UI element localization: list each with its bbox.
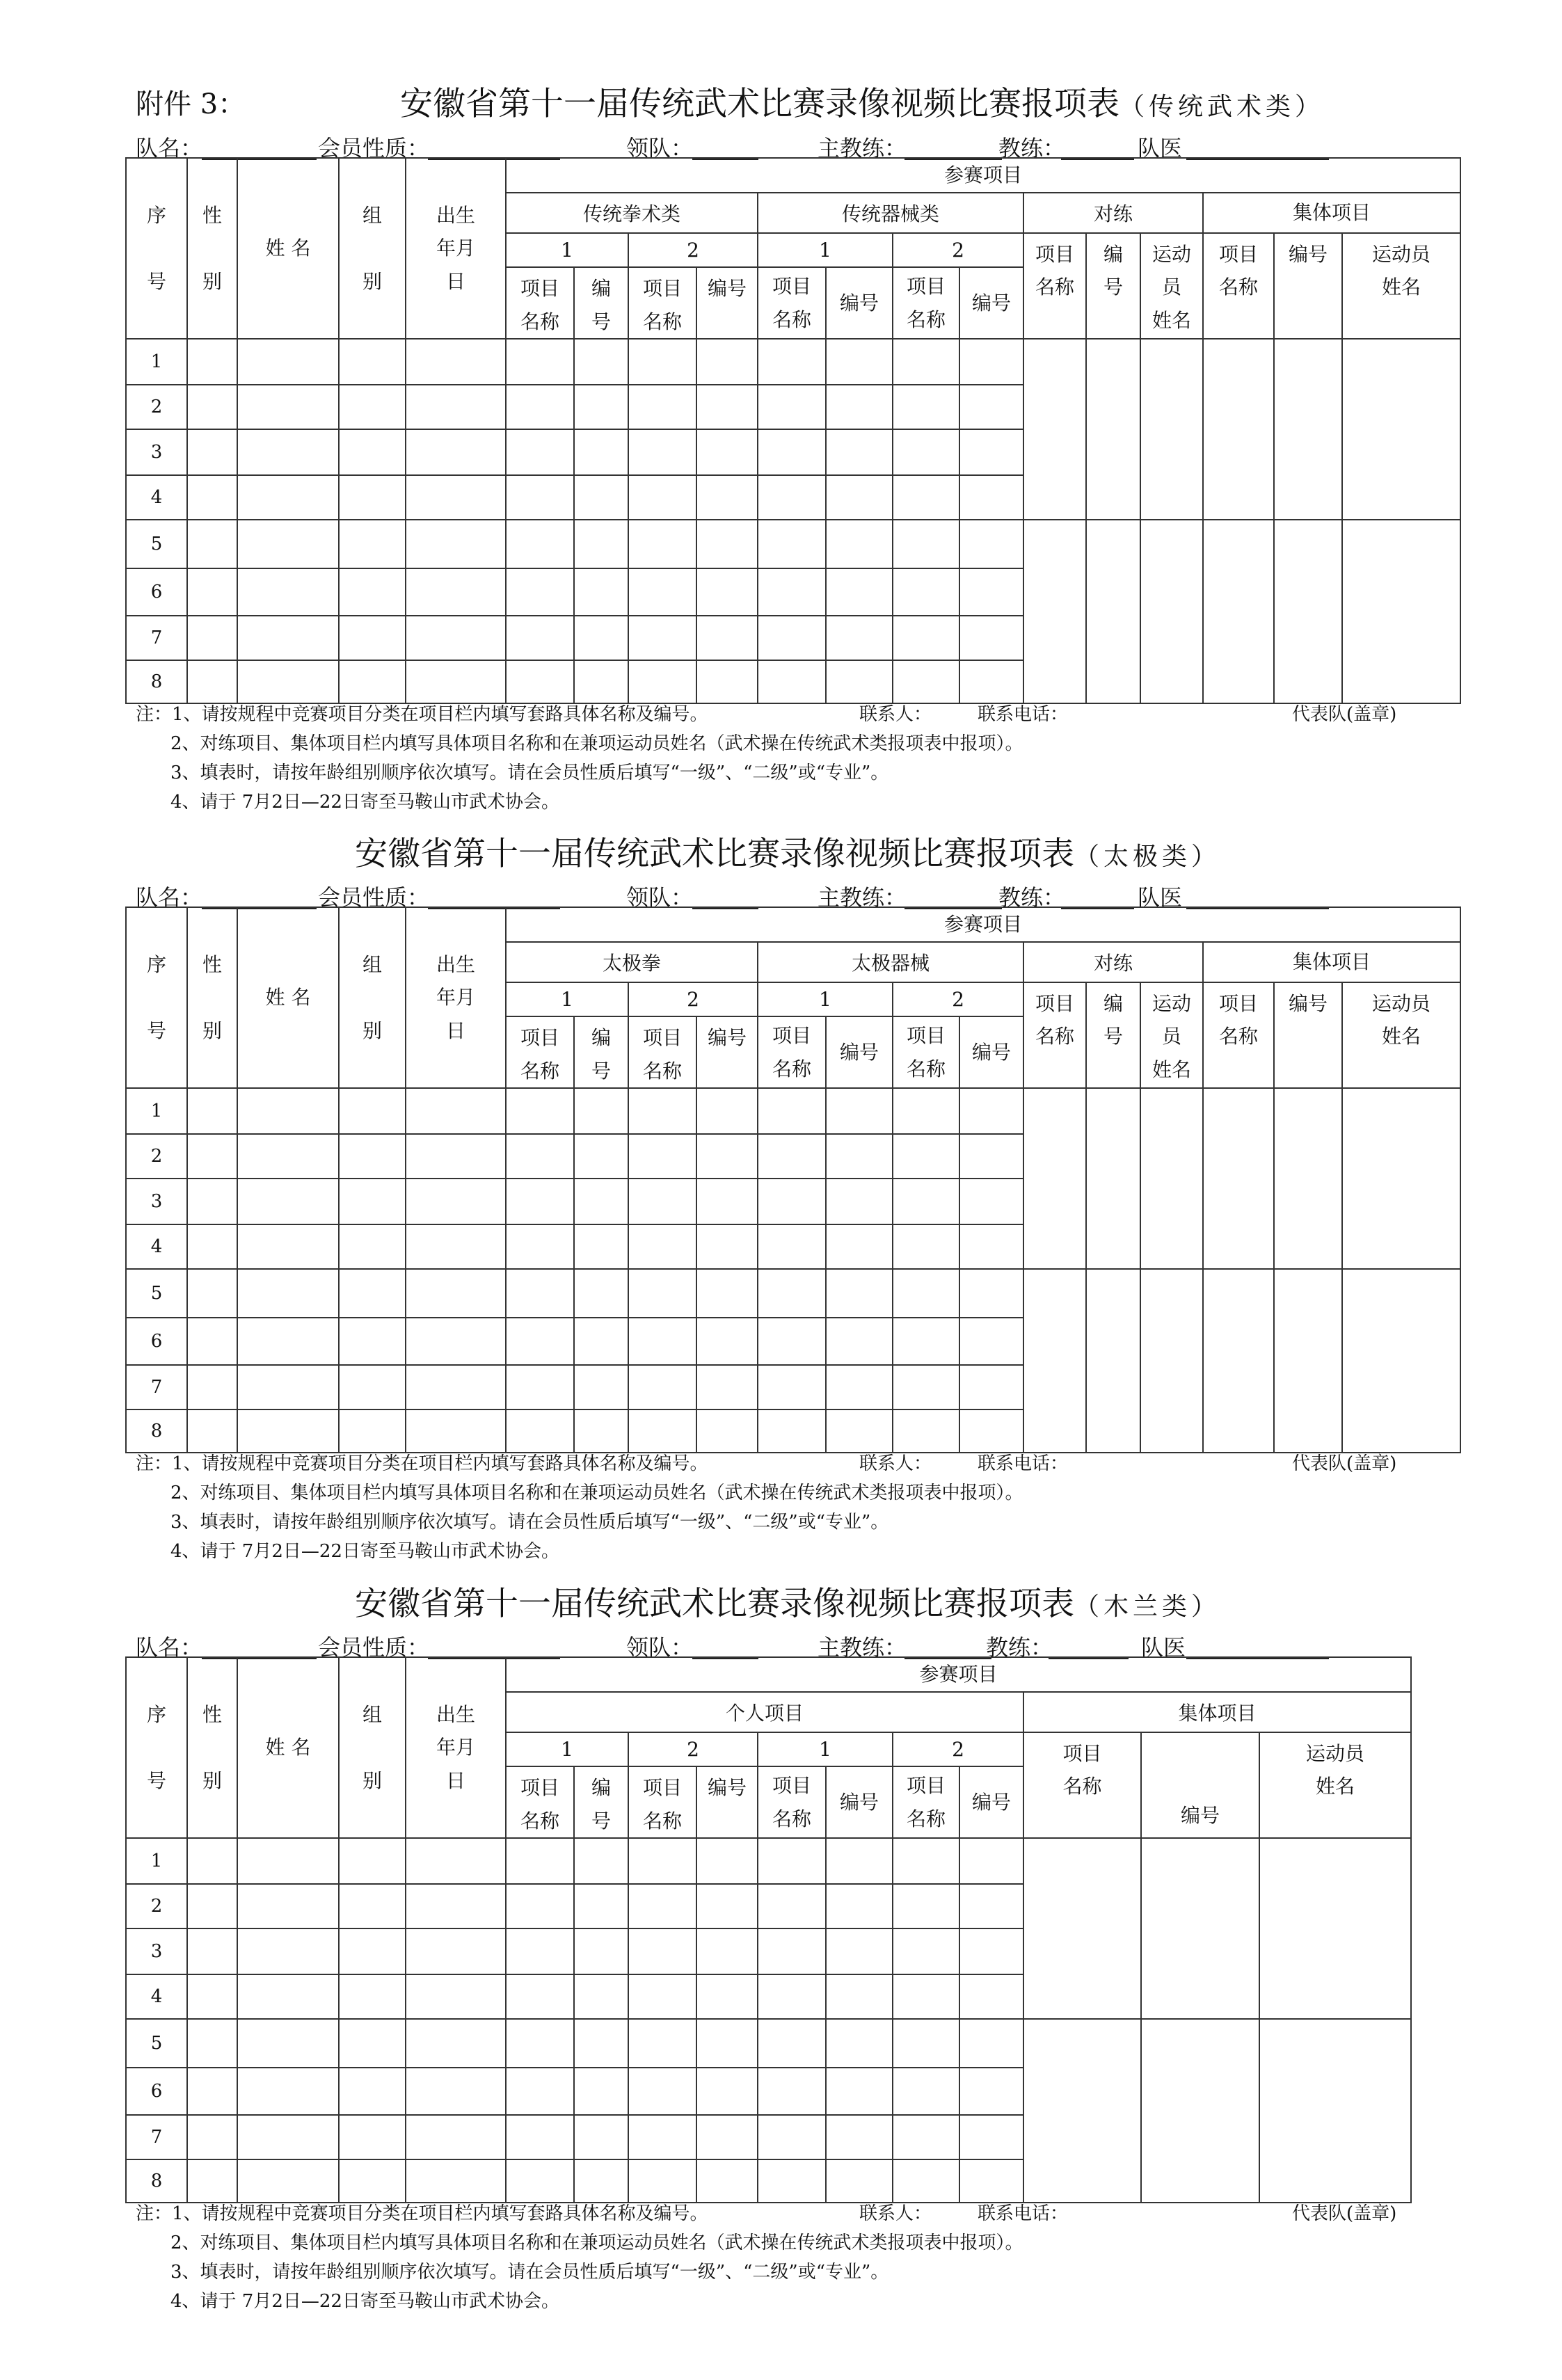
coach-label: 教练： [986,1634,1053,1661]
table-row: 5 [126,1269,1460,1318]
col-birth: 出生 年月 日 [406,1657,506,1838]
leader-label: 领队： [626,1634,694,1661]
table-row: 5 [126,2019,1411,2068]
title-text: 安徽省第十一届传统武术比赛录像视频比赛报项表 [355,1585,1074,1623]
notes-traditional [136,700,1397,817]
head-coach-label: 主教练： [818,884,907,911]
section-title-mulan [355,1578,1220,1624]
col-name: 姓 名 [237,907,339,1088]
item-name: 项目 名称 [628,267,696,339]
col-birth: 出生 年月 日 [406,158,506,339]
table-row: 2 [126,1884,1411,1928]
item-name: 项目 名称 [758,1766,826,1838]
duel-code: 编 号 [1086,982,1140,1089]
sub-1: 1 [758,1732,893,1767]
table-row: 6 [126,568,1460,616]
sub-1: 1 [758,982,893,1017]
sub-1: 1 [506,1732,628,1767]
table-row: 6 [126,1318,1460,1365]
head-coach-label: 主教练： [818,1634,907,1661]
table-row: 6 [126,2068,1411,2115]
item-name: 项目 名称 [893,1766,959,1838]
table-row: 3 [126,1928,1411,1974]
team-label: 队名： [136,884,203,911]
col-name: 姓 名 [237,158,339,339]
individual-header: 个人项目 [506,1692,1023,1732]
table-row: 2 [126,385,1460,429]
registration-table-mulan [125,1656,1412,2203]
note-2: 2、对练项目、集体项目栏内填写具体项目名称和在兼项运动员姓名（武术操在传统武术类报项表中报项）。 [170,2233,1023,2253]
item-name: 项目 名称 [506,1016,574,1088]
contact-label: 联系人： [859,1453,932,1474]
collective-item-name: 项目 名称 [1203,982,1274,1089]
note-4: 4、请于 7月2日—22日寄至马鞍山市武术协会。 [170,792,559,813]
duel-header: 对练 [1023,193,1203,233]
note-1: 注：1、请按规程中竞赛项目分类在项目栏内填写套路具体名称及编号。 [136,1453,708,1474]
duel-item-name: 项目 名称 [1023,233,1086,340]
col-gender: 性 别 [187,907,237,1088]
coach-label: 教练： [998,884,1066,911]
title-category: （太极类） [1074,842,1221,871]
item-name: 项目 名称 [628,1766,696,1838]
item-code: 编号 [696,1766,758,1838]
leader-label: 领队： [626,884,694,911]
col-group: 组 别 [339,1657,406,1838]
collective-code: 编号 [1141,1732,1259,1839]
item-name: 项目 名称 [758,267,826,339]
table-row: 8 [126,660,1460,703]
duel-header: 对练 [1023,942,1203,982]
events-header: 参赛项目 [506,1657,1411,1692]
duel-item-name: 项目 名称 [1023,982,1086,1089]
item-name: 项目 名称 [893,1016,959,1088]
col-gender: 性 别 [187,1657,237,1838]
note-2: 2、对练项目、集体项目栏内填写具体项目名称和在兼项运动员姓名（武术操在传统武术类报项表中报项）。 [170,733,1023,754]
collective-code: 编号 [1274,233,1342,340]
doctor-label: 队医 [1138,884,1183,911]
title-text: 安徽省第十一届传统武术比赛录像视频比赛报项表 [355,835,1074,873]
sub-2: 2 [628,233,758,268]
stamp-label: 代表队(盖章) [1292,704,1397,725]
sub-1: 1 [758,233,893,268]
item-code: 编号 [959,267,1023,339]
team-label: 队名： [136,135,203,161]
collective-athlete: 运动员 姓名 [1342,982,1460,1089]
col-gender: 性 别 [187,158,237,339]
title-category: （木兰类） [1074,1592,1221,1621]
note-3: 3、填表时，请按年龄组别顺序依次填写。请在会员性质后填写“一级”、“二级”或“专业”。 [170,1512,889,1533]
sub-1: 1 [506,233,628,268]
doctor-label: 队医 [1138,135,1183,161]
table-row: 8 [126,1409,1460,1453]
table-row: 2 [126,1134,1460,1179]
attachment-label: 附件 3： [136,88,246,120]
item-name: 项目 名称 [628,1016,696,1088]
collective-code: 编号 [1274,982,1342,1089]
sub-2: 2 [628,982,758,1017]
table-row: 1 [126,1088,1460,1134]
group-b-header: 太极器械 [758,942,1023,982]
phone-label: 联系电话： [978,704,1069,725]
membership-label: 会员性质： [318,135,430,161]
table-row: 7 [126,2115,1411,2159]
sub-2: 2 [893,982,1023,1017]
collective-header: 集体项目 [1023,1692,1411,1732]
sub-2: 2 [628,1732,758,1767]
group-b-header: 传统器械类 [758,193,1023,233]
notes-mulan [136,2199,1397,2316]
sub-2: 2 [893,1732,1023,1767]
item-name: 项目 名称 [893,267,959,339]
team-label: 队名： [136,1634,203,1661]
item-name: 项目 名称 [758,1016,826,1088]
table-row: 5 [126,520,1460,568]
collective-athlete: 运动员 姓名 [1342,233,1460,340]
col-birth: 出生 年月 日 [406,907,506,1088]
contact-label: 联系人： [859,704,932,725]
table-row: 3 [126,429,1460,475]
collective-item-name: 项目 名称 [1203,233,1274,340]
duel-athlete: 运动 员 姓名 [1140,982,1203,1089]
table-row: 1 [126,339,1460,385]
col-seq: 序 号 [126,158,187,339]
note-2: 2、对练项目、集体项目栏内填写具体项目名称和在兼项运动员姓名（武术操在传统武术类报项表中报项）。 [170,1483,1023,1503]
duel-athlete: 运动 员 姓名 [1140,233,1203,340]
table-row: 7 [126,1365,1460,1409]
collective-header: 集体项目 [1203,193,1460,233]
note-1: 注：1、请按规程中竞赛项目分类在项目栏内填写套路具体名称及编号。 [136,2203,708,2224]
collective-item-name: 项目 名称 [1023,1732,1141,1839]
registration-table-traditional [125,157,1461,704]
item-code: 编号 [826,1016,893,1088]
item-code: 编号 [696,1016,758,1088]
phone-label: 联系电话： [978,2203,1069,2224]
phone-label: 联系电话： [978,1453,1069,1474]
events-header: 参赛项目 [506,907,1460,942]
table-row: 3 [126,1179,1460,1224]
note-3: 3、填表时，请按年龄组别顺序依次填写。请在会员性质后填写“一级”、“二级”或“专业”。 [170,762,889,783]
item-code: 编 号 [574,1766,628,1838]
note-1: 注：1、请按规程中竞赛项目分类在项目栏内填写套路具体名称及编号。 [136,704,708,725]
note-4: 4、请于 7月2日—22日寄至马鞍山市武术协会。 [170,2291,559,2312]
group-a-header: 传统拳术类 [506,193,758,233]
item-code: 编号 [696,267,758,339]
title-text: 安徽省第十一届传统武术比赛录像视频比赛报项表 [400,85,1119,123]
note-4: 4、请于 7月2日—22日寄至马鞍山市武术协会。 [170,1541,559,1562]
contact-label: 联系人： [859,2203,932,2224]
section-title-traditional [400,78,1324,125]
col-seq: 序 号 [126,907,187,1088]
table-row: 1 [126,1838,1411,1884]
item-code: 编号 [826,1766,893,1838]
table-row: 7 [126,616,1460,660]
leader-label: 领队： [626,135,694,161]
membership-label: 会员性质： [318,884,430,911]
table-row: 8 [126,2159,1411,2203]
notes-taiji [136,1449,1397,1566]
head-coach-label: 主教练： [818,135,907,161]
col-group: 组 别 [339,907,406,1088]
table-row: 4 [126,1224,1460,1269]
item-code: 编 号 [574,267,628,339]
table-row: 4 [126,475,1460,520]
sub-2: 2 [893,233,1023,268]
doctor-label: 队医 [1141,1634,1186,1661]
item-code: 编号 [959,1766,1023,1838]
note-3: 3、填表时，请按年龄组别顺序依次填写。请在会员性质后填写“一级”、“二级”或“专业”。 [170,2262,889,2283]
group-a-header: 太极拳 [506,942,758,982]
table-row: 4 [126,1974,1411,2019]
col-seq: 序 号 [126,1657,187,1838]
stamp-label: 代表队(盖章) [1292,2203,1397,2224]
item-code: 编号 [826,267,893,339]
title-category: （传统武术类） [1119,93,1325,121]
coach-label: 教练： [998,135,1066,161]
membership-label: 会员性质： [318,1634,430,1661]
duel-code: 编 号 [1086,233,1140,340]
item-code: 编号 [959,1016,1023,1088]
collective-athlete: 运动员 姓名 [1259,1732,1411,1839]
registration-table-taiji [125,907,1461,1453]
section-title-taiji [355,828,1220,874]
item-name: 项目 名称 [506,1766,574,1838]
sub-1: 1 [506,982,628,1017]
collective-header: 集体项目 [1203,942,1460,982]
item-code: 编 号 [574,1016,628,1088]
item-name: 项目 名称 [506,267,574,339]
events-header: 参赛项目 [506,158,1460,193]
stamp-label: 代表队(盖章) [1292,1453,1397,1474]
col-group: 组 别 [339,158,406,339]
col-name: 姓 名 [237,1657,339,1838]
